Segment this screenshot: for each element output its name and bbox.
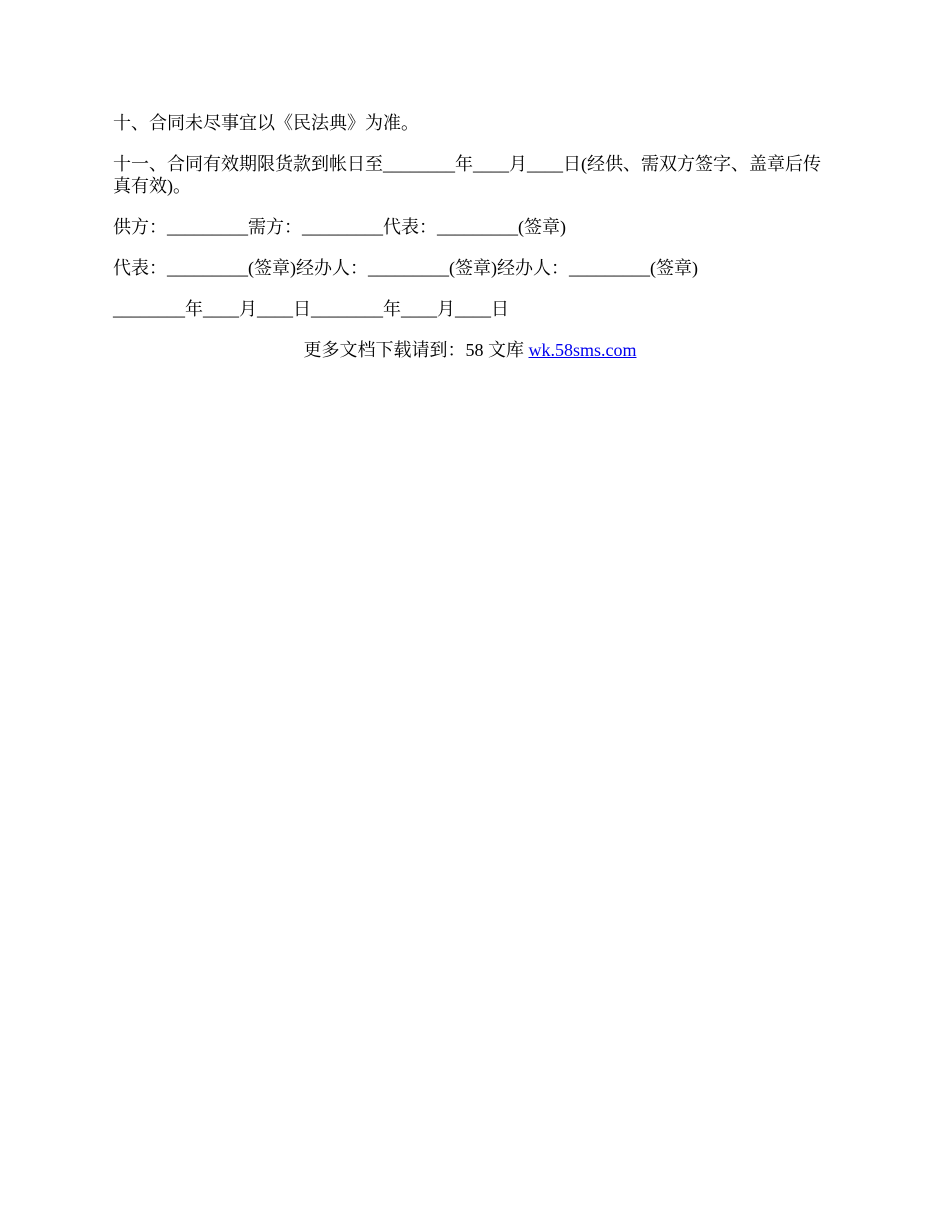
clause-10: 十、合同未尽事宜以《民法典》为准。 bbox=[113, 113, 419, 133]
date-line: ________年____月____日________年____月____日 bbox=[113, 299, 509, 319]
clause-11: 十一、合同有效期限货款到帐日至________年____月____日(经供、需双方签字、盖章后传真有效)。 bbox=[113, 154, 821, 196]
document-body bbox=[113, 112, 833, 361]
download-footer bbox=[110, 339, 830, 361]
footer-link[interactable]: wk.58sms.com bbox=[528, 340, 637, 360]
footer-text: 更多文档下载请到：58 文库 bbox=[303, 340, 529, 360]
signature-line-agents: 代表：_________(签章)经办人：_________(签章)经办人：_________(签章) bbox=[113, 258, 698, 278]
signature-line-parties: 供方：_________需方：_________代表：_________(签章) bbox=[113, 217, 566, 237]
